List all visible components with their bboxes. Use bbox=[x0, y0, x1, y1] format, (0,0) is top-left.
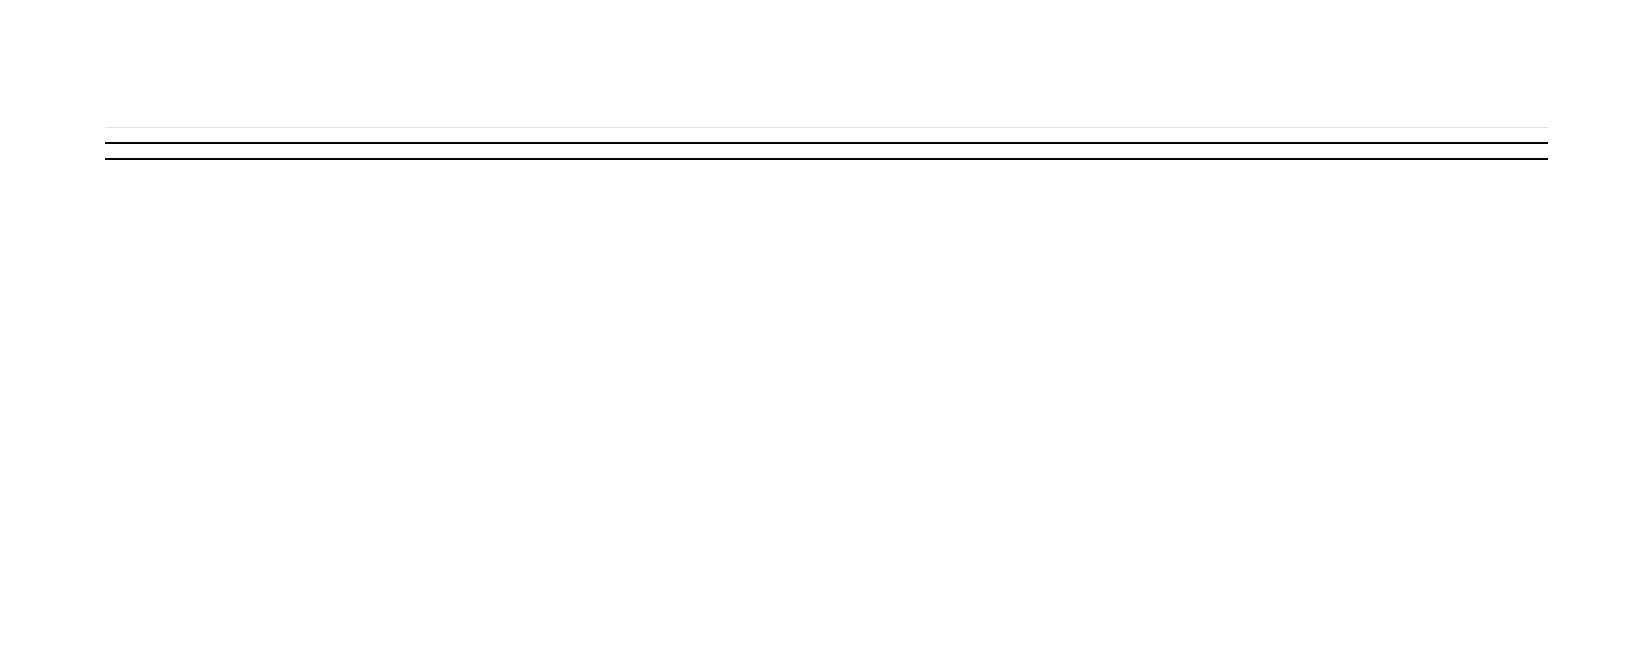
title-row bbox=[105, 111, 1548, 128]
percentile-table bbox=[105, 158, 1548, 160]
legend-top-25 bbox=[852, 112, 924, 127]
legend-top-10 bbox=[578, 112, 650, 127]
spreadsheet bbox=[105, 111, 1548, 160]
